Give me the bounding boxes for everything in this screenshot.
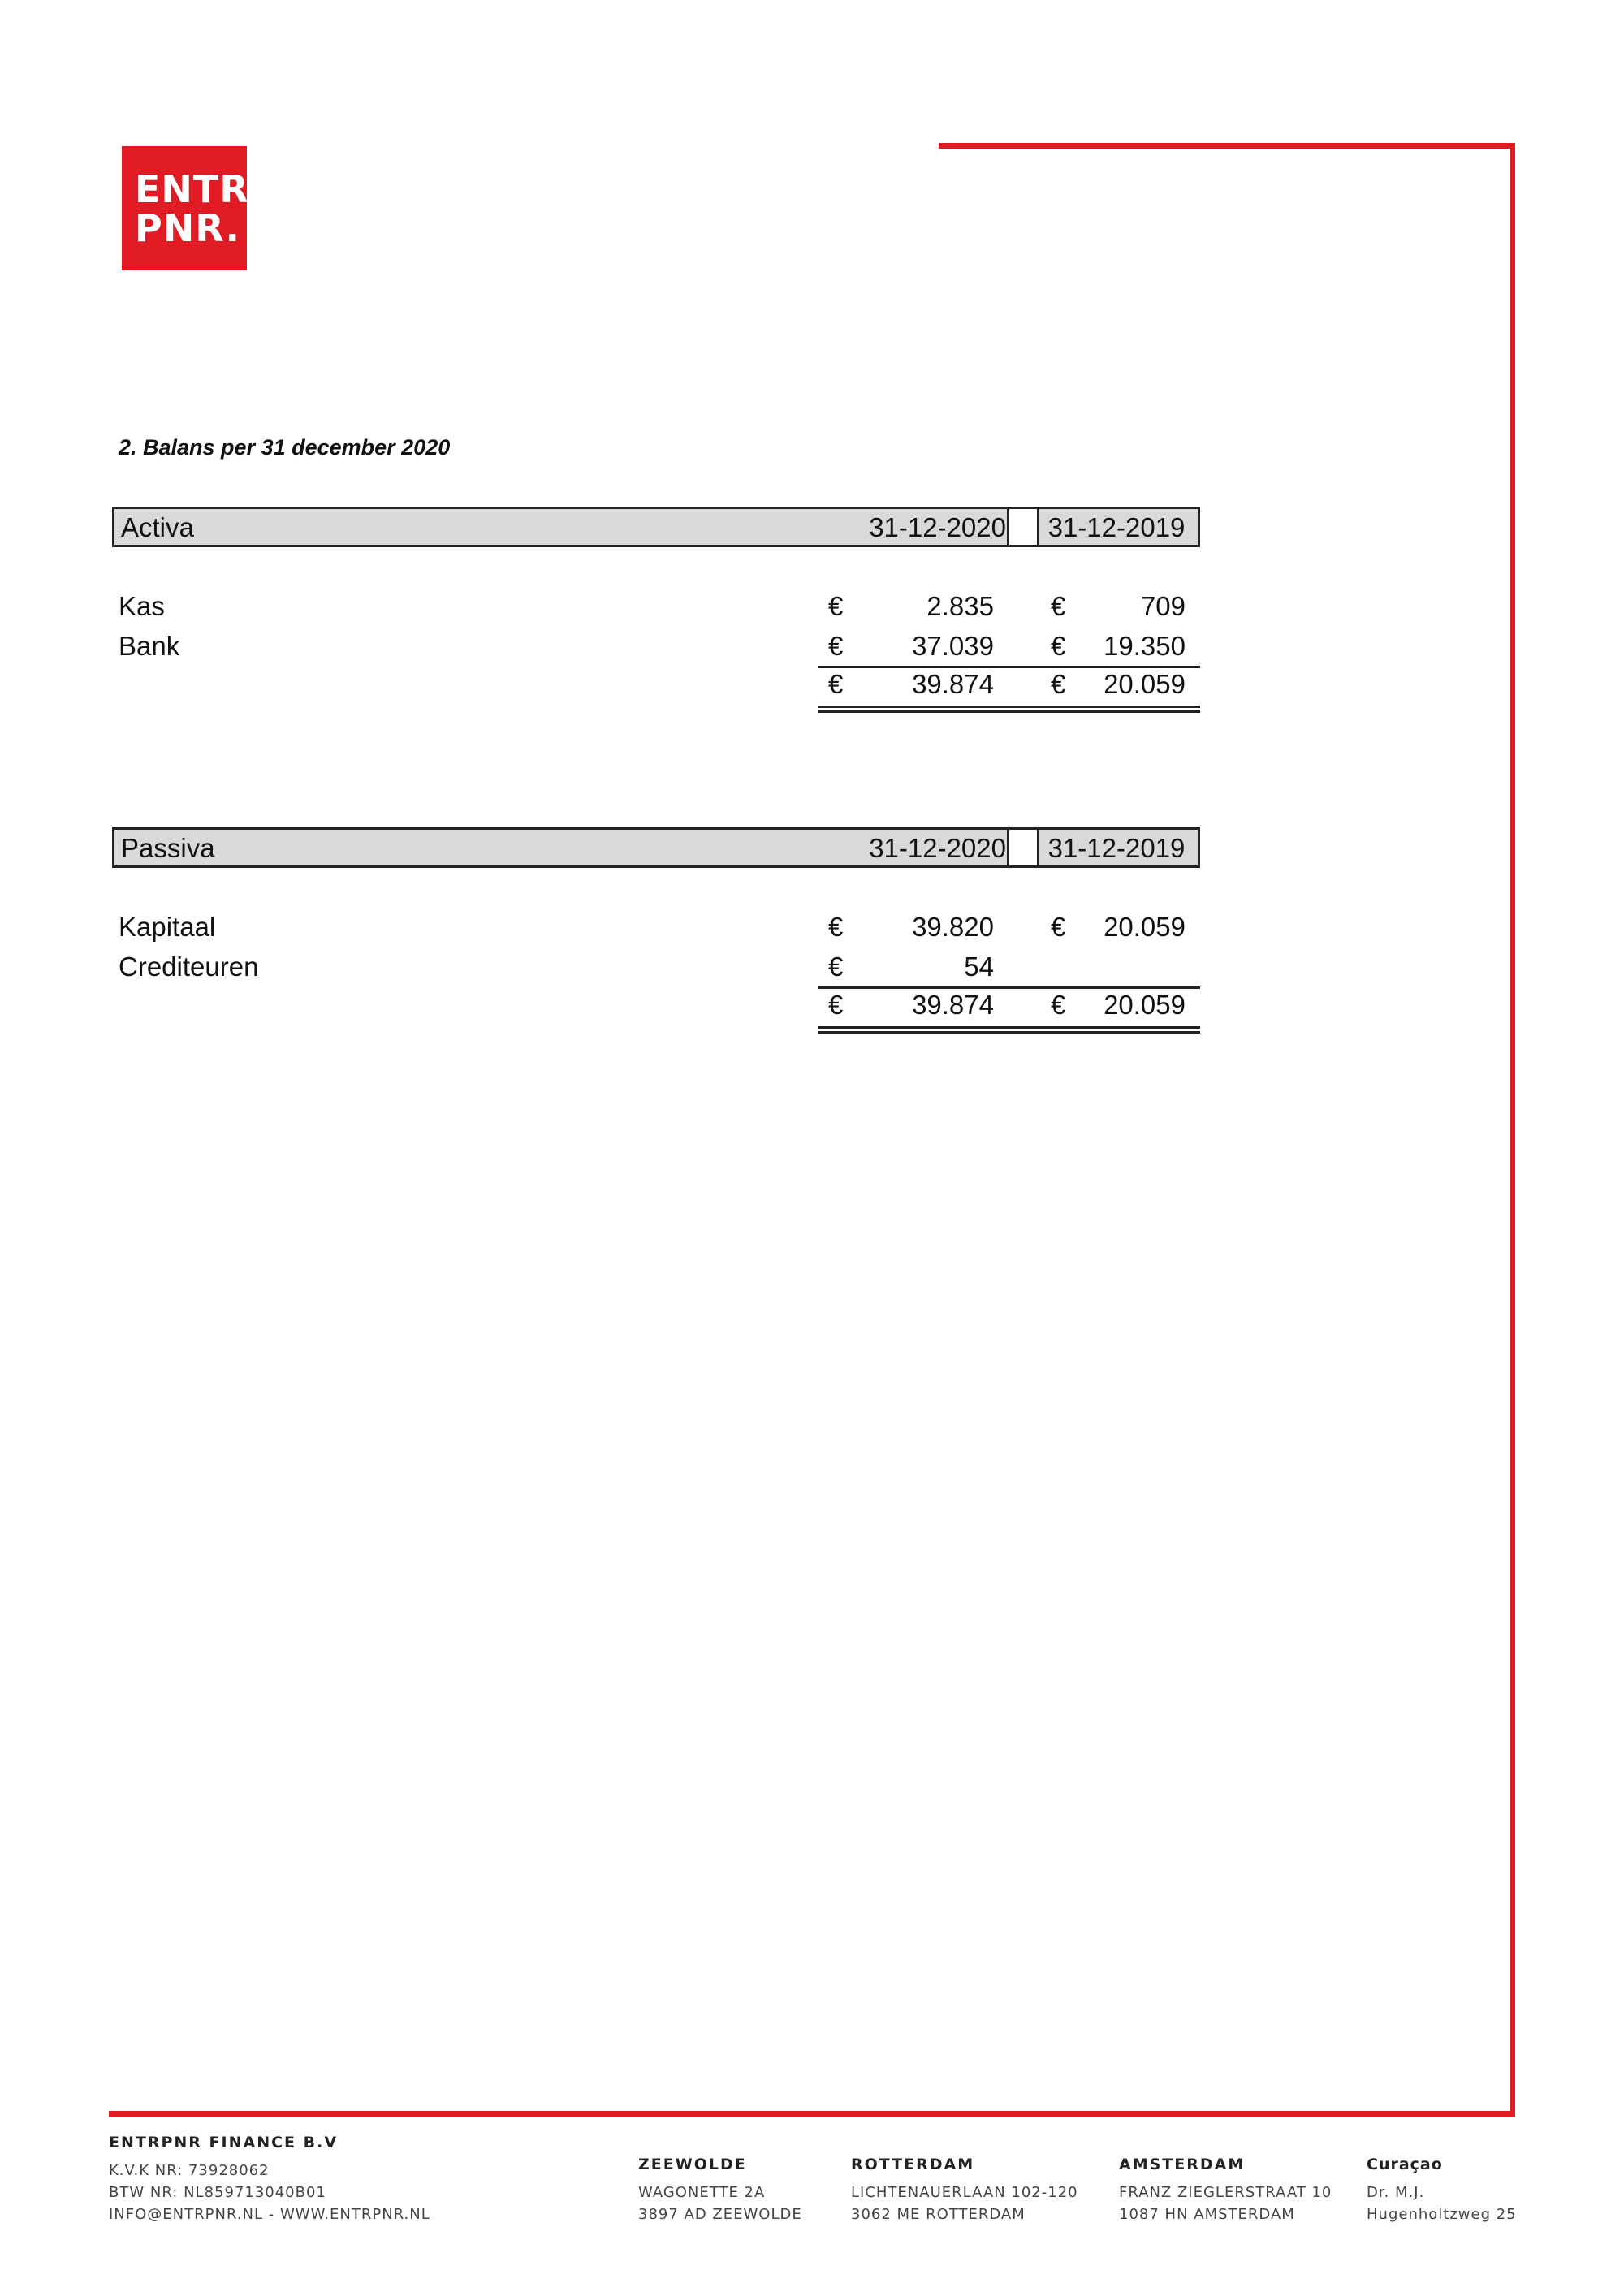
section-title: 2. Balans per 31 december 2020: [119, 435, 451, 460]
activa-header-label: Activa: [121, 512, 194, 542]
btw-number: BTW NR: NL859713040B01: [109, 2184, 326, 2201]
table-row: [112, 631, 1200, 667]
office-postal: 1087 HN AMSTERDAM: [1119, 2206, 1295, 2223]
entrpnr-logo: [122, 146, 247, 270]
activa-header: [112, 507, 1200, 547]
office-city: Curaçao: [1367, 2156, 1443, 2173]
total-2019: 20.059: [1104, 990, 1186, 1020]
currency-symbol: €: [1051, 669, 1066, 699]
activa-header-year-2019: 31-12-2019: [1047, 512, 1186, 542]
footer-office-curacao: [1367, 2156, 1517, 2225]
kvk-number: K.V.K NR: 73928062: [109, 2162, 270, 2179]
currency-symbol: €: [828, 912, 844, 942]
office-postal: 3897 AD ZEEWOLDE: [638, 2206, 802, 2223]
value-2020: 54: [964, 952, 994, 982]
frame-line-bottom: [109, 2111, 1515, 2117]
total-double-rule: [818, 706, 1200, 713]
currency-symbol: €: [828, 952, 844, 982]
value-2020: 39.820: [912, 912, 994, 942]
contact-line: INFO@ENTRPNR.NL - WWW.ENTRPNR.NL: [109, 2206, 430, 2223]
total-2020: 39.874: [912, 669, 994, 699]
passiva-header-year-2020: 31-12-2020: [869, 833, 1006, 863]
footer-office-rotterdam: [851, 2156, 1078, 2225]
currency-symbol: €: [828, 591, 844, 621]
footer-office-amsterdam: [1119, 2156, 1332, 2225]
total-row: [112, 669, 1200, 705]
value-2020: 2.835: [926, 591, 994, 621]
frame-line-top: [939, 143, 1515, 149]
office-city: ROTTERDAM: [851, 2156, 975, 2173]
office-address: LICHTENAUERLAAN 102-120: [851, 2184, 1078, 2201]
subtotal-rule: [818, 986, 1200, 989]
currency-symbol: €: [828, 631, 844, 661]
office-city: AMSTERDAM: [1119, 2156, 1246, 2173]
total-2019: 20.059: [1104, 669, 1186, 699]
office-address: FRANZ ZIEGLERSTRAAT 10: [1119, 2184, 1332, 2201]
table-row: [112, 912, 1200, 947]
total-double-rule: [818, 1026, 1200, 1034]
office-address: Dr. M.J.: [1367, 2184, 1425, 2201]
activa-header-year-2020: 31-12-2020: [869, 512, 1006, 542]
office-postal: 3062 ME ROTTERDAM: [851, 2206, 1026, 2223]
passiva-header-year-2019: 31-12-2019: [1047, 833, 1186, 863]
company-name: ENTRPNR FINANCE B.V: [109, 2134, 339, 2151]
table-row: [112, 591, 1200, 627]
currency-symbol: €: [1051, 591, 1066, 621]
value-2019: 20.059: [1104, 912, 1186, 942]
row-label: Kas: [119, 591, 165, 621]
office-city: ZEEWOLDE: [638, 2156, 747, 2173]
row-label: Crediteuren: [119, 952, 259, 982]
office-postal: Hugenholtzweg 25: [1367, 2206, 1517, 2223]
currency-symbol: €: [828, 990, 844, 1020]
total-2020: 39.874: [912, 990, 994, 1020]
value-2019: 709: [1140, 591, 1186, 621]
footer-company: [109, 2134, 430, 2225]
row-label: Kapitaal: [119, 912, 216, 942]
subtotal-rule: [818, 666, 1200, 668]
logo-line-1: ENTR: [135, 167, 249, 211]
header-gap: [1009, 830, 1037, 865]
currency-symbol: €: [828, 669, 844, 699]
total-row: [112, 990, 1200, 1025]
currency-symbol: €: [1051, 912, 1066, 942]
table-row: [112, 952, 1200, 987]
frame-line-right: [1510, 143, 1515, 2117]
currency-symbol: €: [1051, 631, 1066, 661]
office-address: WAGONETTE 2A: [638, 2184, 766, 2201]
footer-office-zeewolde: [638, 2156, 802, 2225]
currency-symbol: €: [1051, 990, 1066, 1020]
passiva-header: [112, 827, 1200, 868]
row-label: Bank: [119, 631, 180, 661]
logo-line-2: PNR.: [135, 206, 240, 250]
header-gap: [1009, 509, 1037, 545]
value-2019: 19.350: [1104, 631, 1186, 661]
passiva-header-label: Passiva: [121, 833, 215, 863]
value-2020: 37.039: [912, 631, 994, 661]
